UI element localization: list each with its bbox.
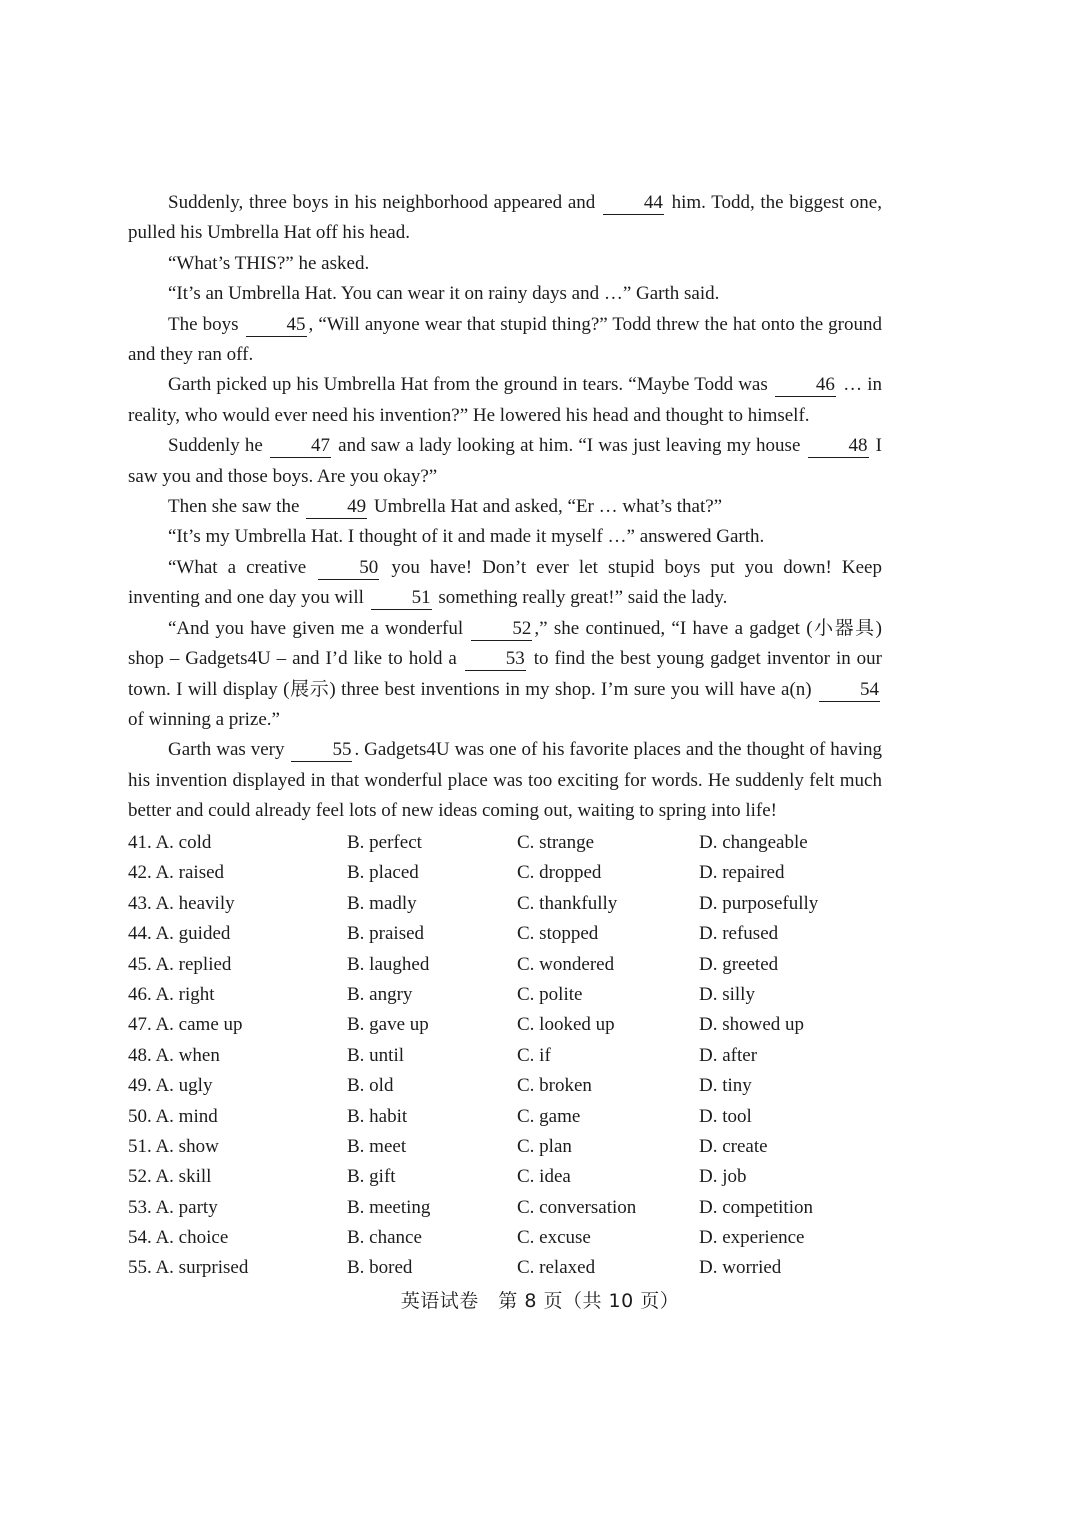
passage-paragraph [128,279,882,309]
option-b: B. chance [347,1227,422,1249]
option-c: C. dropped [517,862,602,884]
passage-text: you have! Don’t ever let stupid boys put you down! Keep inventing and one day you will [128,556,882,609]
passage-text: and saw a lady looking at him. “I was just leaving my house [333,435,806,457]
option-c: C. wondered [517,953,615,975]
passage-text: him. Todd, the biggest one, pulled his Umbrella Hat off his head. [128,192,882,244]
option-row [128,889,888,919]
passage-text: something really great!” said the lady. [433,587,728,609]
option-row [128,1193,888,1223]
option-b: B. gave up [347,1014,429,1036]
option-row [128,919,888,949]
blank-number: 52 [471,618,532,641]
option-c: C. game [517,1105,581,1127]
option-d: D. changeable [699,832,808,853]
option-c: C. stopped [517,923,599,945]
passage-paragraph [128,553,882,614]
blank-number: 55 [291,739,352,762]
option-row [128,1071,888,1101]
answer-options [128,828,888,1284]
option-c: C. thankfully [517,892,618,914]
passage-text: … in reality, who would ever need his invention?” He lowered his head and thought to himself. [128,374,883,426]
option-d: D. competition [699,1196,813,1218]
option-a: 43. A. heavily [128,892,235,914]
option-a: 45. A. replied [128,953,232,975]
passage-paragraph [128,431,882,492]
option-a: 51. A. show [128,1135,219,1157]
passage-text: “It’s an Umbrella Hat. You can wear it on rainy days and …” Garth said. [168,283,720,305]
option-b: B. meet [347,1135,407,1157]
blank-number: 46 [775,374,836,397]
option-row [128,1041,888,1071]
option-b: B. habit [347,1105,408,1127]
blank-number: 47 [270,435,331,458]
blank-number: 49 [306,496,367,519]
option-row [128,1162,888,1192]
passage-text: Suddenly, three boys in his neighborhood appeared and [168,192,601,213]
option-c: C. idea [517,1166,571,1188]
option-c: C. broken [517,1075,592,1097]
passage-text: Garth picked up his Umbrella Hat from the ground in tears. “Maybe Todd was [168,374,773,396]
option-c: C. relaxed [517,1257,596,1279]
blank-number: 53 [465,648,526,671]
passage-text: “What’s THIS?” he asked. [168,252,370,274]
option-row [128,1223,888,1253]
option-d: D. purposefully [699,892,819,914]
option-c: C. looked up [517,1014,615,1036]
passage-paragraph [128,370,882,431]
blank-number: 45 [246,314,307,337]
option-b: B. angry [347,983,413,1005]
option-c: C. if [517,1044,551,1066]
option-c: C. strange [517,832,595,853]
option-c: C. conversation [517,1196,637,1218]
passage-paragraph [128,522,882,552]
option-a: 52. A. skill [128,1166,212,1188]
option-c: C. excuse [517,1227,591,1249]
option-d: D. showed up [699,1014,805,1036]
passage-text: ,” she continued, “I have a gadget (小器具) shop – Gadgets4U – and I’d like to hold a [128,617,882,670]
passage-text: “And you have given me a wonderful [168,617,470,639]
option-d: D. repaired [699,862,785,884]
option-b: B. gift [347,1166,396,1188]
option-a: 54. A. choice [128,1227,229,1249]
option-b: B. until [347,1044,405,1066]
option-row [128,950,888,980]
blank-number: 50 [318,557,379,580]
passage-paragraph [128,310,882,371]
option-a: 46. A. right [128,983,215,1005]
option-a: 42. A. raised [128,862,225,884]
passage-text: to find the best young gadget inventor in our town. I will display (展示) three best inventions in my shop. I’m sure you will have a(n) [128,648,882,700]
passage-text: of winning a prize.” [128,708,280,730]
option-d: D. greeted [699,953,779,975]
passage-text: Then she saw the [168,496,305,518]
option-d: D. experience [699,1227,805,1249]
page-footer: 英语试卷 第 8 页（共 10 页） [400,1290,680,1312]
option-b: B. placed [347,862,419,884]
option-b: B. bored [347,1257,413,1279]
passage-text: “It’s my Umbrella Hat. I thought of it and made it myself …” answered Garth. [168,526,765,548]
option-a: 50. A. mind [128,1105,218,1127]
blank-number: 48 [808,435,869,458]
option-a: 55. A. surprised [128,1257,249,1279]
passage-paragraph [128,249,882,279]
passage-paragraph [128,735,882,826]
option-d: D. refused [699,923,779,945]
cloze-passage [128,188,882,827]
option-c: C. polite [517,983,583,1005]
option-b: B. madly [347,892,417,914]
passage-text: Garth was very [168,739,290,761]
passage-text: I saw you and those boys. Are you okay?” [128,435,883,487]
option-row [128,828,888,858]
blank-number: 54 [819,679,880,702]
option-b: B. praised [347,923,425,945]
option-c: C. plan [517,1135,572,1157]
option-a: 47. A. came up [128,1014,243,1036]
passage-text: , “Will anyone wear that stupid thing?” Todd threw the hat onto the ground and they ran off. [128,313,883,366]
option-b: B. perfect [347,832,422,853]
option-row [128,858,888,888]
option-d: D. tool [699,1105,752,1127]
option-row [128,980,888,1010]
option-row [128,1010,888,1040]
passage-text: The boys [168,313,244,335]
passage-text: Suddenly he [168,435,269,457]
option-d: D. tiny [699,1075,752,1097]
blank-number: 44 [603,192,664,215]
option-d: D. silly [699,983,755,1005]
option-d: D. create [699,1135,768,1157]
option-d: D. job [699,1166,747,1188]
option-b: B. meeting [347,1196,431,1218]
passage-paragraph [128,492,882,522]
blank-number: 51 [371,587,432,610]
passage-paragraph [128,188,882,249]
option-a: 49. A. ugly [128,1075,213,1097]
option-b: B. laughed [347,953,430,975]
option-a: 44. A. guided [128,923,231,945]
passage-text: . Gadgets4U was one of his favorite places and the thought of having his invention displayed in that wonderful place was too exciting for words. He suddenly felt much better and could already feel lots of new ideas coming out, waiting to spring into life! [128,739,882,822]
option-row [128,1132,888,1162]
option-b: B. old [347,1075,394,1097]
option-a: 48. A. when [128,1044,220,1066]
option-a: 53. A. party [128,1196,218,1218]
option-a: 41. A. cold [128,832,212,853]
passage-text: Umbrella Hat and asked, “Er … what’s that?” [369,496,723,518]
option-d: D. after [699,1044,758,1066]
passage-paragraph [128,614,882,736]
option-row [128,1102,888,1132]
option-d: D. worried [699,1257,782,1279]
option-row [128,1253,888,1283]
passage-text: “What a creative [168,556,317,578]
